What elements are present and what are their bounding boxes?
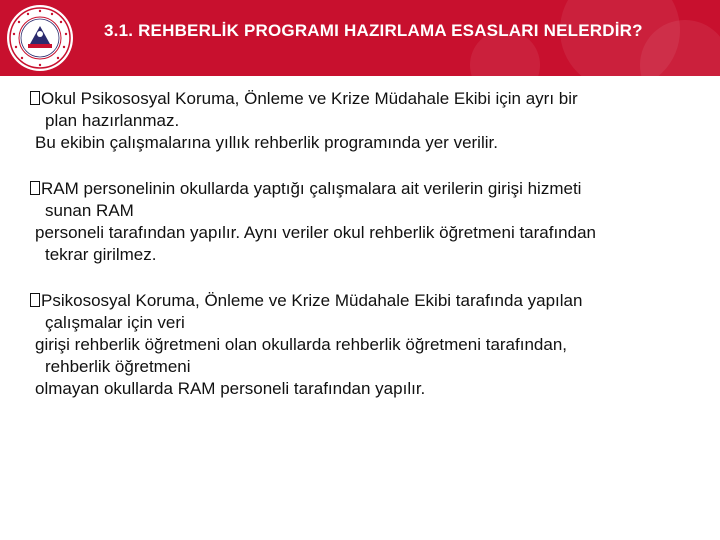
header-bar <box>0 0 720 76</box>
content-area <box>30 88 710 424</box>
paragraph-line: Psikososyal Koruma, Önleme ve Krize Müdahale Ekibi tarafında yapılan <box>41 291 583 310</box>
bullet-paragraph <box>30 290 710 400</box>
paragraph-line: çalışmalar için veri <box>45 313 185 332</box>
page-title: 3.1. REHBERLİK PROGRAMI HAZIRLAMA ESASLARI NELERDİR? <box>104 21 643 40</box>
paragraph-line: rehberlik öğretmeni <box>45 357 191 376</box>
bullet-paragraph <box>30 178 710 266</box>
missing-glyph-icon <box>30 293 40 307</box>
missing-glyph-icon <box>30 91 40 105</box>
paragraph-line: olmayan okullarda RAM personeli tarafından yapılır. <box>35 379 426 398</box>
bullet-paragraph <box>30 88 710 154</box>
paragraph-line: Okul Psikososyal Koruma, Önleme ve Krize Müdahale Ekibi için ayrı bir <box>41 89 578 108</box>
paragraph-line: Bu ekibin çalışmalarına yıllık rehberlik programında yer verilir. <box>35 133 498 152</box>
paragraph-line: tekrar girilmez. <box>45 245 157 264</box>
paragraph-line: sunan RAM <box>45 201 134 220</box>
paragraph-line: girişi rehberlik öğretmeni olan okullarda rehberlik öğretmeni tarafından, <box>35 335 567 354</box>
missing-glyph-icon <box>30 181 40 195</box>
paragraph-line: RAM personelinin okullarda yaptığı çalışmalara ait verilerin girişi hizmeti <box>41 179 582 198</box>
meb-emblem-icon <box>6 4 74 72</box>
paragraph-line: plan hazırlanmaz. <box>45 111 180 130</box>
paragraph-line: personeli tarafından yapılır. Aynı veriler okul rehberlik öğretmeni tarafından <box>35 223 596 242</box>
